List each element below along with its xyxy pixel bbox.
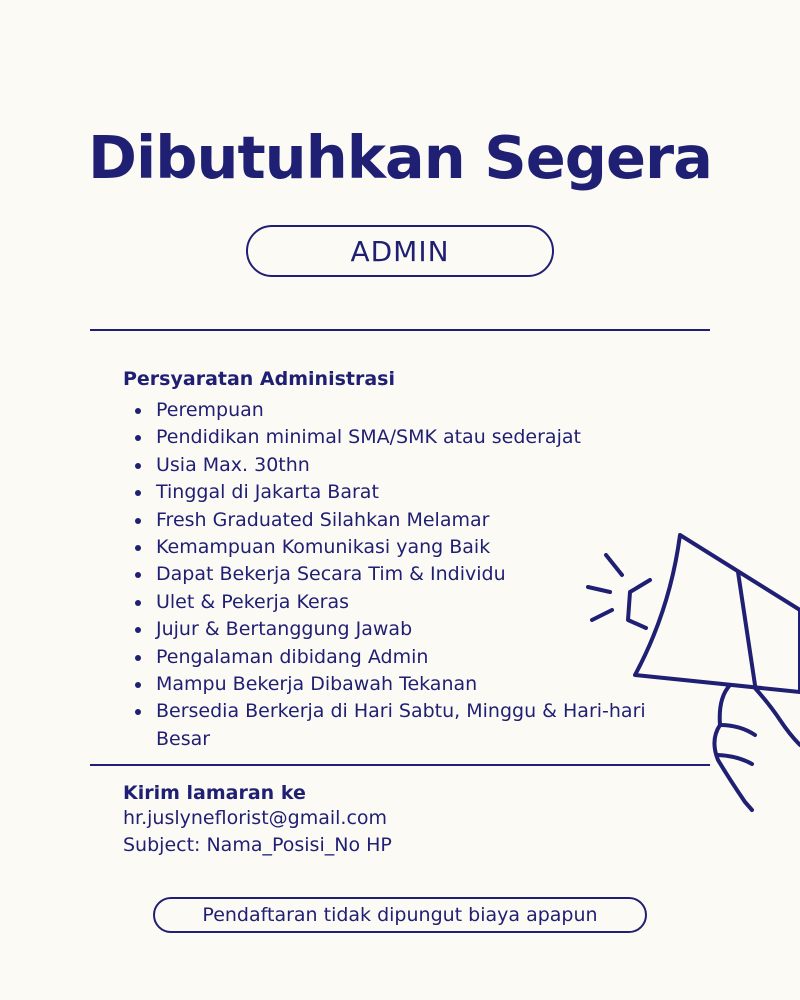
hand-finger xyxy=(718,755,752,764)
megaphone-band xyxy=(738,572,755,685)
requirements-title: Persyaratan Administrasi xyxy=(123,368,395,390)
footer-note-badge: Pendaftaran tidak dipungut biaya apapun xyxy=(153,897,647,933)
hand-outline xyxy=(714,685,752,810)
megaphone-icon xyxy=(580,520,800,820)
list-item: Dapat Bekerja Secara Tim & Individu xyxy=(123,561,683,588)
apply-title: Kirim lamaran ke xyxy=(123,782,306,804)
hand-outline xyxy=(755,688,800,745)
list-item: Pengalaman dibidang Admin xyxy=(123,644,683,671)
list-item: Perempuan xyxy=(123,397,683,424)
list-item: Bersedia Berkerja di Hari Sabtu, Minggu & Hari-hari Besar xyxy=(123,698,683,753)
list-item: Fresh Graduated Silahkan Melamar xyxy=(123,507,683,534)
list-item: Usia Max. 30thn xyxy=(123,452,683,479)
hand-finger xyxy=(720,725,755,735)
list-item: Mampu Bekerja Dibawah Tekanan xyxy=(123,671,683,698)
sound-wave-line xyxy=(606,555,622,575)
divider-top xyxy=(90,329,710,331)
list-item: Pendidikan minimal SMA/SMK atau sederajat xyxy=(123,424,683,451)
list-item: Jujur & Bertanggung Jawab xyxy=(123,616,683,643)
list-item: Kemampuan Komunikasi yang Baik xyxy=(123,534,683,561)
list-item: Tinggal di Jakarta Barat xyxy=(123,479,683,506)
sound-wave-line xyxy=(592,610,612,620)
sound-wave-line xyxy=(588,587,610,592)
list-item: Ulet & Pekerja Keras xyxy=(123,589,683,616)
apply-email[interactable]: hr.juslyneflorist@gmail.com xyxy=(123,807,388,829)
megaphone-bell xyxy=(635,535,800,692)
megaphone-mouthpiece xyxy=(628,580,650,628)
position-badge: ADMIN xyxy=(246,225,554,277)
apply-subject: Subject: Nama_Posisi_No HP xyxy=(123,834,392,856)
page-title: Dibutuhkan Segera xyxy=(88,123,712,192)
